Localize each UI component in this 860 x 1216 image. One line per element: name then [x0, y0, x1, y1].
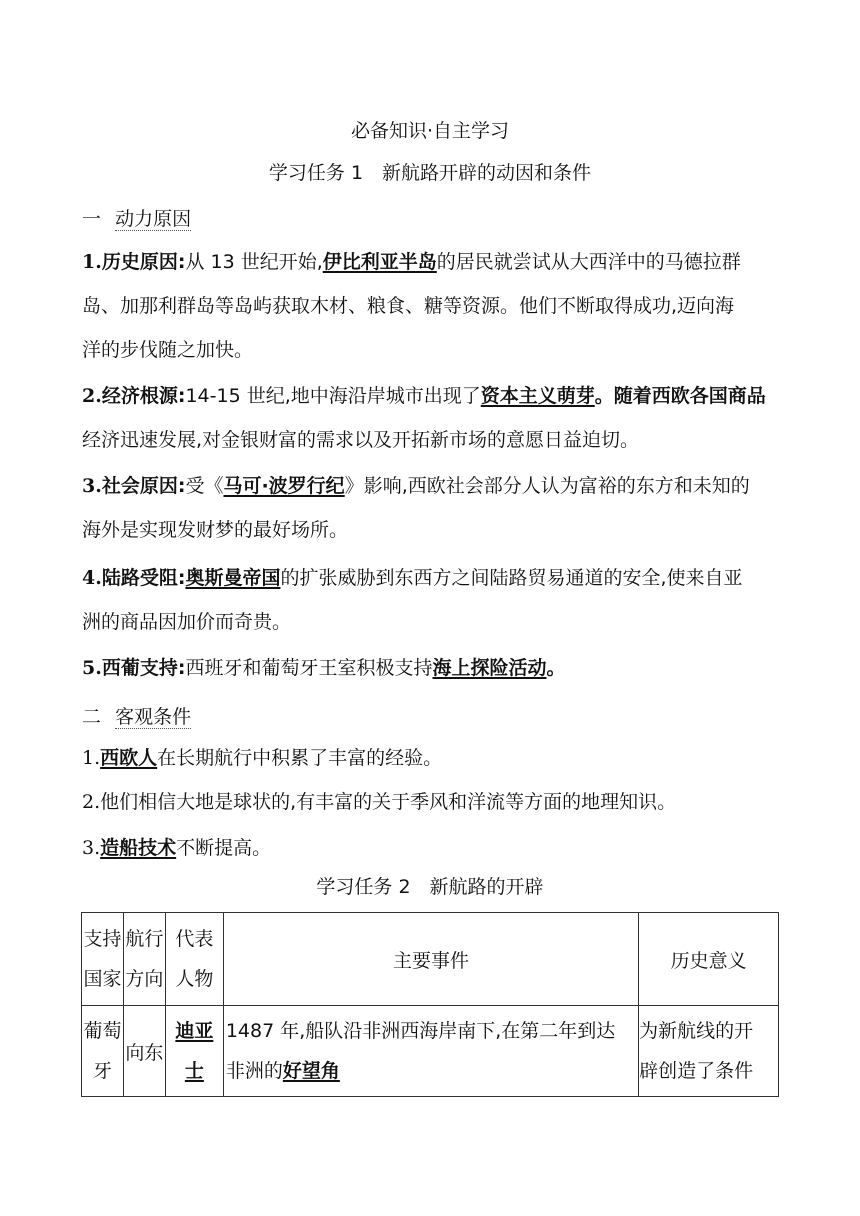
- cell-country: [82, 1006, 124, 1097]
- cell-events: [223, 1006, 638, 1097]
- header-support-country: [82, 913, 124, 1006]
- item4-keyword: 奥斯曼帝国: [185, 567, 281, 589]
- item2-text3: 经济迅速发展,对金银财富的需求以及开拓新市场的意愿日益迫切。: [82, 429, 640, 451]
- condition1-num: 1.: [82, 747, 101, 769]
- item3-text2: 》影响,西欧社会部分人认为富裕的东方和未知的: [344, 475, 750, 497]
- item1-num: 1.: [82, 251, 102, 273]
- item4-lead: 陆路受阻:: [101, 567, 186, 589]
- header-events: 主要事件: [223, 913, 638, 1006]
- item1-text4: 洋的步伐随之加快。: [82, 339, 254, 361]
- item1-keyword: 伊比利亚半岛: [322, 251, 437, 273]
- item5-keyword: 海上探险活动: [432, 657, 547, 679]
- condition2-num: 2.: [82, 791, 101, 813]
- cell-country-line1: 葡萄: [83, 1020, 122, 1042]
- cell-significance-line2: 辟创造了条件: [639, 1060, 754, 1082]
- condition2-text: 他们相信大地是球状的,有丰富的关于季风和洋流等方面的地理知识。: [100, 791, 677, 813]
- header-support-line2: 国家: [83, 968, 122, 990]
- table-row: [82, 1006, 779, 1097]
- condition1-keyword: 西欧人: [100, 747, 158, 769]
- header-support-line1: 支持: [83, 928, 122, 950]
- item2-keyword: 资本主义萌芽: [480, 385, 595, 407]
- item2-num: 2.: [82, 385, 102, 407]
- item2-paragraph: [82, 374, 782, 462]
- item4-text3: 洲的商品因加价而奇贵。: [82, 611, 292, 633]
- cell-events-line2-pre: 非洲的: [225, 1060, 283, 1082]
- cell-significance-line1: 为新航线的开: [639, 1020, 754, 1042]
- item5-paragraph: [82, 646, 782, 690]
- item3-paragraph: [82, 464, 782, 552]
- item2-text2: 。随着西欧各国商品: [594, 385, 766, 407]
- section2-index: 二: [82, 706, 102, 728]
- cell-direction: 向东: [123, 1006, 165, 1097]
- item4-paragraph: [82, 556, 782, 644]
- item1-text3: 岛、加那利群岛等岛屿获取木材、粮食、糖等资源。他们不断取得成功,迈向海: [82, 295, 735, 317]
- condition3-text: 不断提高。: [176, 837, 272, 859]
- condition3-num: 3.: [82, 837, 101, 859]
- task1-title: 学习任务 1 新航路开辟的动因和条件: [268, 162, 592, 184]
- item1-lead: 历史原因:: [101, 251, 186, 273]
- cell-person-line2: 士: [184, 1060, 204, 1082]
- item1-text2: 的居民就尝试从大西洋中的马德拉群: [436, 251, 741, 273]
- cell-significance: [639, 1006, 779, 1097]
- condition1-text: 在长期航行中积累了丰富的经验。: [157, 747, 443, 769]
- header-person-line1: 代表: [175, 928, 214, 950]
- item3-num: 3.: [82, 475, 102, 497]
- cell-events-line1: 1487 年,船队沿非洲西海岸南下,在第二年到达: [225, 1020, 616, 1042]
- item3-keyword: 马可·波罗行纪: [223, 475, 345, 497]
- condition3-keyword: 造船技术: [100, 837, 177, 859]
- table-header-row: [82, 913, 779, 1006]
- header-significance: 历史意义: [639, 913, 779, 1006]
- cell-events-keyword: 好望角: [282, 1060, 340, 1082]
- item1-paragraph: [82, 240, 782, 372]
- item4-num: 4.: [82, 567, 102, 589]
- header-person-line2: 人物: [175, 968, 214, 990]
- item5-text2: 。: [546, 657, 566, 679]
- item2-text1: 14-15 世纪,地中海沿岸城市出现了: [185, 385, 481, 407]
- task2-title: 学习任务 2 新航路的开辟: [316, 876, 544, 898]
- cell-country-line2: 牙: [92, 1060, 112, 1082]
- item3-text1: 受《: [185, 475, 224, 497]
- section1-label: 动力原因: [115, 208, 192, 230]
- header-direction-line1: 航行: [125, 928, 164, 950]
- item2-lead: 经济根源:: [101, 385, 186, 407]
- cell-person: [165, 1006, 223, 1097]
- item4-text2: 的扩张威胁到东西方之间陆路贸易通道的安全,使来自亚: [280, 567, 743, 589]
- cell-person-line1: 迪亚: [175, 1020, 214, 1042]
- item1-text1: 从 13 世纪开始,: [185, 251, 323, 273]
- page-title: 必备知识·自主学习: [350, 120, 510, 142]
- header-person: [165, 913, 223, 1006]
- condition2: [82, 780, 782, 824]
- section2-label: 客观条件: [115, 706, 192, 728]
- header-direction-line2: 方向: [125, 968, 164, 990]
- item5-lead: 西葡支持:: [101, 657, 186, 679]
- condition1: [82, 736, 782, 780]
- item5-text1: 西班牙和葡萄牙王室积极支持: [185, 657, 433, 679]
- section1-index: 一: [82, 208, 102, 230]
- header-direction: [123, 913, 165, 1006]
- item3-lead: 社会原因:: [101, 475, 186, 497]
- condition3: [82, 826, 782, 870]
- item3-text3: 海外是实现发财梦的最好场所。: [82, 519, 349, 541]
- voyages-table: [81, 912, 779, 1097]
- section1-heading: [82, 204, 191, 231]
- item5-num: 5.: [82, 657, 102, 679]
- section2-heading: [82, 702, 191, 729]
